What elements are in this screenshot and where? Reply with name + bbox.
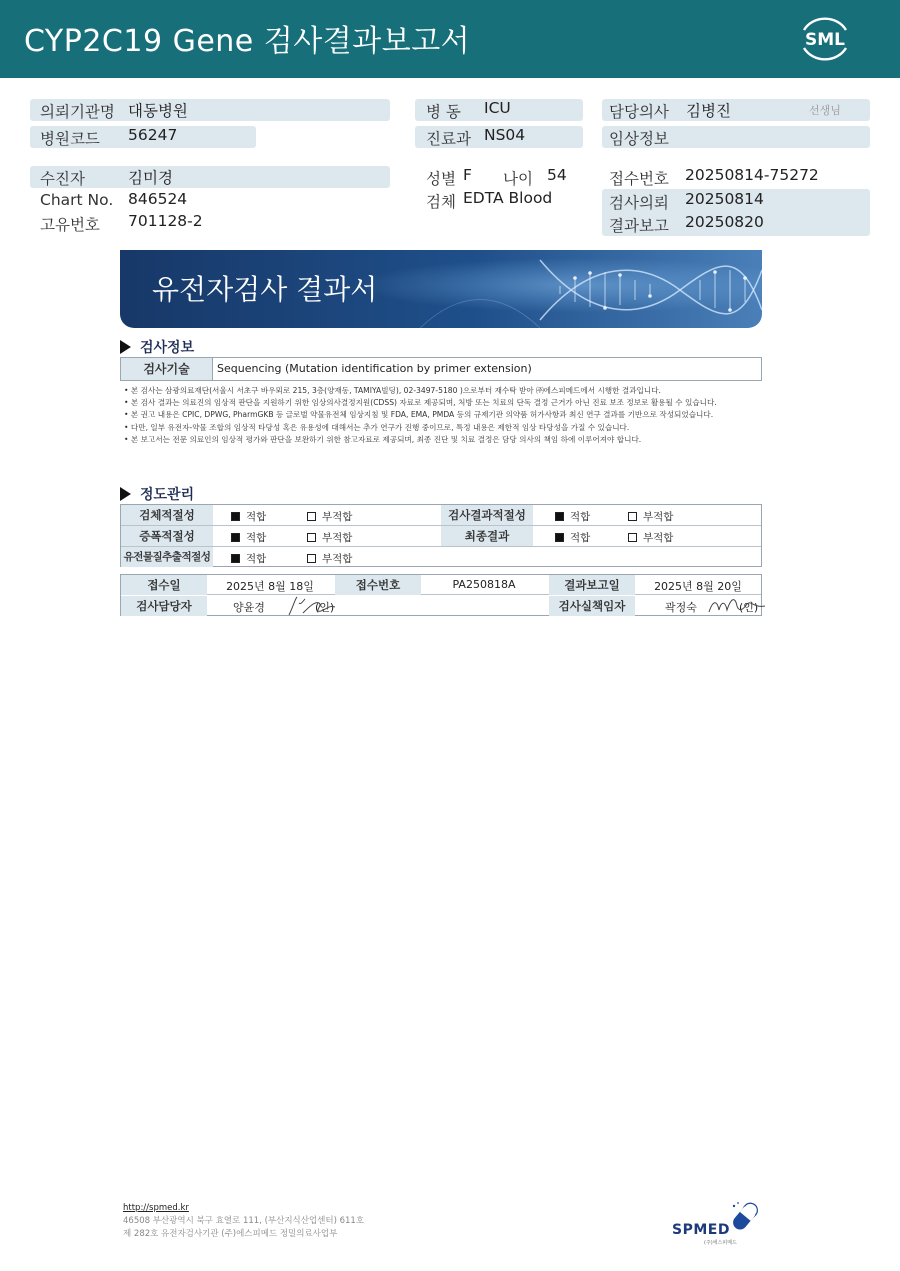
unchecked-box-icon: [307, 512, 316, 521]
chart-value: 846524: [128, 190, 188, 208]
id-value: 701128-2: [128, 212, 203, 230]
spmed-logo-kor: (주)에스피메드: [704, 1240, 737, 1246]
test-note: • 본 검사 결과는 의료진의 임상적 판단을 지원하기 위한 임상의사결정지원(CDSS) 자료로 제공되며, 처방 또는 치료의 단독 결정 근거가 아닌 진료 보조 정보로 활용될 수 있습니다.: [124, 398, 717, 408]
test-note: • 본 검사는 삼광의료재단(서울시 서초구 바우뫼로 215, 3층(양재동, TAMIYA빌딩), 02-3497-5180 )으로부터 재수탁 받아 ㈜에스피메드에서 시행한 결과입니다.: [124, 386, 661, 395]
clinical-label: 임상정보: [609, 130, 669, 148]
qc-pass-option: 적합: [555, 530, 590, 545]
request-report-block: [602, 189, 870, 236]
id-label: 고유번호: [40, 216, 100, 234]
sml-logo-icon: [796, 12, 854, 64]
age-value: 54: [547, 166, 567, 184]
checked-box-icon: [231, 533, 240, 542]
report-value: 20250820: [685, 213, 764, 231]
institution-label: 의뢰기관명: [40, 103, 115, 121]
spmed-logo: [670, 1200, 766, 1246]
ward-label: 병 동: [426, 103, 461, 121]
received-label: 접수일: [121, 575, 207, 595]
institution-row: [30, 99, 390, 121]
footer-license: 제 282호 유전자검사기관 (주)에스피메드 정밀의료사업부: [123, 1229, 338, 1239]
dates-table: [120, 574, 762, 616]
triangle-bullet-icon: [120, 487, 131, 501]
unchecked-box-icon: [628, 512, 637, 521]
checked-box-icon: [555, 533, 564, 542]
qc-pass-option: 적합: [231, 509, 266, 524]
test-notes: [124, 385, 760, 446]
specimen-label: 검체: [426, 193, 456, 211]
qc-row: [121, 505, 761, 526]
receipt-no-label: 접수번호: [335, 575, 421, 595]
qc-fail-option: 부적합: [307, 551, 352, 566]
report-label: 결과보고: [609, 217, 669, 235]
hospital-code-value: 56247: [128, 126, 178, 144]
age-label: 나이: [503, 170, 533, 188]
doctor-suffix: 선생님: [809, 104, 841, 117]
qc-label: 유전물질추출적절성: [121, 547, 213, 567]
dept-label: 진료과: [426, 130, 471, 148]
doctor-row: [602, 99, 870, 121]
result-banner: [120, 250, 762, 328]
qc-heading-text: 정도관리: [140, 487, 195, 503]
qc-label: 증폭적절성: [121, 526, 213, 546]
patient-label: 수진자: [40, 170, 85, 188]
banner-title: 유전자검사 결과서: [152, 273, 378, 306]
patient-row: [30, 166, 390, 188]
institution-value: 대동병원: [128, 102, 188, 120]
tester-label: 검사담당자: [121, 596, 207, 616]
test-note: • 본 보고서는 전문 의료인의 임상적 평가와 판단을 보완하기 위한 참고자료로 제공되며, 최종 진단 및 치료 결정은 담당 의사의 책임 하에 이루어져야 합니다.: [124, 434, 642, 444]
footer-address: 46508 부산광역시 북구 효열로 111, (부산지식산업센터) 611호: [123, 1216, 365, 1226]
sex-age-row: [415, 166, 585, 188]
receipt-no-value: PA250818A: [452, 578, 516, 591]
received-value: 2025년 8월 18일: [226, 580, 314, 593]
qc-label: 검사결과적절성: [441, 505, 533, 525]
qc-fail-option: 부적합: [307, 509, 352, 524]
dept-row: [415, 126, 583, 148]
qc-row: [121, 526, 761, 547]
checked-box-icon: [231, 512, 240, 521]
spmed-logo-text: SPMED: [672, 1222, 730, 1238]
dept-value: NS04: [484, 126, 526, 144]
dates-row: [121, 575, 761, 595]
director-signature-icon: [707, 592, 767, 618]
specimen-row: [415, 189, 585, 211]
sml-logo-text: SML: [805, 30, 845, 50]
qc-row: [121, 547, 761, 568]
qc-heading: [120, 484, 194, 504]
report-header: [0, 0, 900, 78]
request-value: 20250814: [685, 190, 764, 208]
tester-value: 양윤경: [233, 601, 265, 614]
director-value: 곽정숙: [665, 601, 697, 614]
sex-label: 성별: [426, 170, 456, 188]
qc-label: 검체적절성: [121, 505, 213, 525]
request-label: 검사의뢰: [609, 194, 669, 212]
qc-fail-option: 부적합: [628, 509, 673, 524]
test-info-heading: [120, 337, 194, 357]
qc-fail-option: 부적합: [628, 530, 673, 545]
qc-pass-option: 적합: [555, 509, 590, 524]
receipt-label: 접수번호: [609, 170, 669, 188]
qc-pass-option: 적합: [231, 551, 266, 566]
report-date-value: 2025년 8월 20일: [654, 580, 742, 593]
method-value: Sequencing (Mutation identification by primer extension): [217, 362, 532, 375]
receipt-value: 20250814-75272: [685, 166, 819, 184]
patient-name: 김미경: [128, 169, 173, 187]
signers-row: [121, 596, 761, 616]
checked-box-icon: [231, 554, 240, 563]
unchecked-box-icon: [307, 554, 316, 563]
chart-label: Chart No.: [40, 191, 114, 209]
checked-box-icon: [555, 512, 564, 521]
unchecked-box-icon: [307, 533, 316, 542]
capsule-logo-icon: [728, 1200, 764, 1234]
hospital-code-label: 병원코드: [40, 130, 100, 148]
id-row: [30, 212, 390, 234]
qc-label: 최종결과: [441, 526, 533, 546]
method-box: [120, 357, 762, 381]
method-label: 검사기술: [121, 358, 213, 380]
test-note: • 다만, 일부 유전자-약물 조합의 임상적 타당성 혹은 유용성에 대해서는 추가 연구가 진행 중이므로, 특정 내용은 제한적 임상 타당성을 가질 수 있습니다.: [124, 422, 630, 432]
doctor-label: 담당의사: [609, 103, 669, 121]
test-info-heading-text: 검사정보: [140, 340, 195, 356]
director-seal: (인): [739, 601, 759, 614]
qc-fail-option: 부적합: [307, 530, 352, 545]
tester-signature-icon: [285, 593, 345, 619]
qc-table: [120, 504, 762, 567]
receipt-row: [602, 166, 870, 188]
qc-pass-option: 적합: [231, 530, 266, 545]
triangle-bullet-icon: [120, 340, 131, 354]
unchecked-box-icon: [628, 533, 637, 542]
clinical-row: [602, 126, 870, 148]
report-title: CYP2C19 Gene 검사결과보고서: [24, 24, 471, 59]
footer-url[interactable]: http://spmed.kr: [123, 1203, 189, 1213]
report-date-label: 결과보고일: [549, 575, 635, 595]
tester-seal: (인): [315, 601, 335, 614]
ward-row: [415, 99, 583, 121]
test-note: • 본 권고 내용은 CPIC, DPWG, PharmGKB 등 글로벌 약물유전체 임상지침 및 FDA, EMA, PMDA 등의 규제기관 의약품 허가사항과 최신 연구 결과를 기반으로 작성되었습니다.: [124, 410, 714, 420]
chart-row: [30, 190, 390, 212]
hospital-code-row: [30, 126, 256, 148]
doctor-value: 김병진: [686, 102, 731, 120]
director-label: 검사실책임자: [549, 596, 635, 616]
footer: [123, 1202, 364, 1241]
specimen-value: EDTA Blood: [463, 189, 553, 207]
sex-value: F: [463, 166, 472, 184]
ward-value: ICU: [484, 99, 511, 117]
